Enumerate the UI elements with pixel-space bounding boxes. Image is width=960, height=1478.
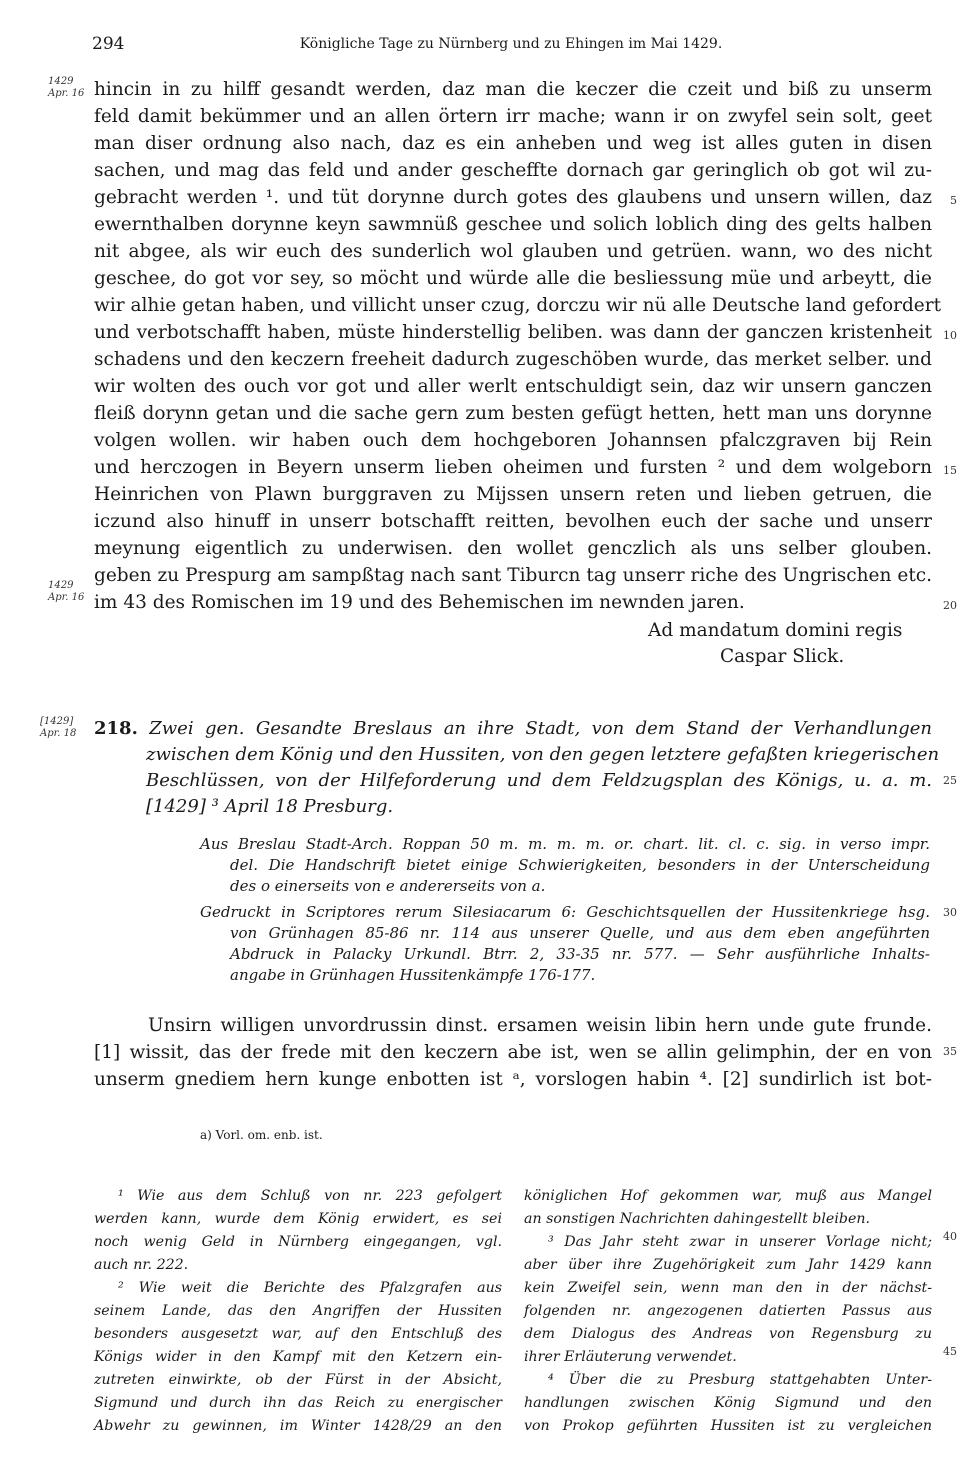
text-line: im 43 des Romischen im 19 und des Behemischen im newnden jaren. — [94, 592, 745, 613]
text-line: fleiß dorynn getan und die sache gern zum besten gefügt hetten, hett man uns dorynne — [94, 403, 932, 424]
footnote-line: kein Zweifel sein, wenn man den in der nächst- — [524, 1280, 932, 1296]
line-number: 25 — [943, 774, 957, 787]
page-number: 294 — [92, 34, 125, 54]
signature-mandate: Ad mandatum domini regis — [648, 620, 903, 641]
footnote-line: königlichen Hof gekommen war, muß aus Mangel — [524, 1188, 932, 1204]
footnote-line: ² Wie weit die Berichte des Pfalzgrafen aus — [118, 1280, 502, 1296]
source-line: des o einerseits von e andererseits von a. — [230, 877, 546, 895]
text-line: ewernthalben dorynne keyn sawmnüß geschee und solich loblich ding des gelts halben — [94, 214, 932, 235]
text-line: feld damit bekümmer und an allen örtern irr mache; wann ir on zwyfel sein solt, geet — [94, 106, 932, 127]
text-line: schadens und den keczern freeheit dadurch zugeschöben wurde, das merket selber. und — [94, 349, 932, 370]
footnote-line: ³ Das Jahr steht zwar in unserer Vorlage nicht; — [548, 1234, 932, 1250]
line-number: 30 — [943, 906, 957, 919]
running-title: Königliche Tage zu Nürnberg und zu Ehingen im Mai 1429. — [299, 36, 723, 52]
source-line: del. Die Handschrift bietet einige Schwierigkeiten, besonders in der Unterscheidung — [230, 856, 930, 874]
line-number: 5 — [950, 194, 957, 207]
signature-name: Caspar Slick. — [720, 646, 845, 667]
text-line: volgen wollen. wir haben ouch dem hochgeboren Johannsen pfalczgraven bij Rein — [94, 430, 932, 451]
footnote-line: seinem Lande, das den Angriffen der Hussiten — [94, 1303, 502, 1319]
variant-note: a) Vorl. om. enb. ist. — [200, 1128, 323, 1142]
footnote-line: zutreten einwirkte, ob der Fürst in der Absicht, — [94, 1372, 502, 1388]
text-line: meynung eigentlich zu underwisen. den wollet genczlich als uns selber glouben. — [94, 538, 932, 559]
doc-title-text: Zwei gen. Gesandte Breslaus an ihre Stadt, von dem Stand der Verhandlungen — [149, 718, 932, 739]
text-line: Unsirn willigen unvordrussin dinst. ersamen weisin libin hern unde gute frunde. — [148, 1015, 932, 1036]
footnote-line: handlungen zwischen König Sigmund und den — [524, 1395, 932, 1411]
footnote-line: Abwehr zu gewinnen, im Winter 1428/29 an den — [94, 1418, 502, 1434]
footnote-line: besonders ausgesetzt war, auf den Entschluß des — [94, 1326, 502, 1342]
page-header — [92, 34, 930, 58]
footnote-line: Sigmund und durch ihn das Reich zu energischer — [94, 1395, 502, 1411]
source-line: Gedruckt in Scriptores rerum Silesiacarum 6: Geschichtsquellen der Hussitenkriege hsg. — [200, 903, 930, 921]
doc-title-line: [1429] ³ April 18 Presburg. — [146, 796, 394, 817]
doc-title-line: Beschlüssen, von der Hilfeforderung und dem Feldzugsplan des Königs, u. a. m. — [146, 770, 932, 791]
footnote-line: an sonstigen Nachrichten dahingestellt bleiben. — [524, 1211, 870, 1227]
text-line: iczund also hinuff in unserr botschafft reitten, bevolhen euch der sache und unserr — [94, 511, 932, 532]
source-line: Abdruck in Palacky Urkundl. Btrr. 2, 33-35 nr. 577. — Sehr ausführliche Inhalts- — [230, 945, 930, 963]
footnote-line: folgenden nr. angezogenen datierten Passus aus — [524, 1303, 932, 1319]
footnote-line: von Prokop geführten Hussiten ist zu vergleichen — [524, 1418, 932, 1434]
footnote-line: aber über ihre Zugehörigkeit zum Jahr 1429 kann — [524, 1257, 932, 1273]
margin-day: Apr. 16 — [48, 88, 85, 99]
footnote-line: noch wenig Geld in Nürnberg eingegangen, vgl. — [94, 1234, 502, 1250]
margin-year: 1429 — [48, 580, 74, 591]
source-line: von Grünhagen 85-86 nr. 114 aus unserer Quelle, und aus dem eben angeführten — [230, 924, 930, 942]
line-number: 35 — [943, 1045, 957, 1058]
text-line: man diser ordnung also nach, daz es ein anheben und weg ist alles guten in disen — [94, 133, 932, 154]
text-line: unserm gnediem hern kunge enbotten ist ᵃ, vorslogen habin ⁴. [2] sundirlich ist bot- — [94, 1069, 932, 1090]
source-line: Aus Breslau Stadt-Arch. Roppan 50 m. m. m. m. or. chart. lit. cl. c. sig. in verso impr. — [200, 835, 930, 853]
line-number: 10 — [943, 329, 957, 342]
text-line: [1] wissit, das der frede mit den keczern abe ist, wen se allin gelimphin, der en von — [94, 1042, 932, 1063]
margin-year: 1429 — [48, 76, 74, 87]
text-line: geben zu Prespurg am sampßtag nach sant Tiburcn tag unserr riche des Ungrischen etc. — [94, 565, 932, 586]
text-line: und herczogen in Beyern unserm lieben oheimen und fursten ² und dem wolgeborn — [94, 457, 932, 478]
footnote-line: werden kann, wurde dem König erwidert, es sei — [94, 1211, 502, 1227]
document-number: 218. — [94, 718, 138, 739]
text-line: nit abgee, als wir euch des sunderlich wol glauben und getrüen. wann, wo des nicht — [94, 241, 932, 262]
footnote-line: auch nr. 222. — [94, 1257, 189, 1273]
text-line: und verbotschafft haben, müste hinderstellig beliben. was dann der ganczen kristenheit — [94, 322, 932, 343]
text-line: wir alhie getan haben, und villicht unser czug, dorczu wir nü alle Deutsche land gefordert — [94, 295, 942, 316]
text-line: sachen, und mag das feld und ander gescheffte dornach gar geringlich ob got wil zu- — [94, 160, 932, 181]
margin-day: Apr. 18 — [40, 728, 77, 739]
line-number: 45 — [943, 1345, 957, 1358]
margin-year: [1429] — [40, 716, 74, 727]
footnote-line: ihrer Erläuterung verwendet. — [524, 1349, 737, 1365]
text-line: geschee, do got vor sey, so möcht und würde alle die besliessung müe und arbeytt, die — [94, 268, 932, 289]
text-line: gebracht werden ¹. und tüt dorynne durch gotes des glaubens und unsern willen, daz — [94, 187, 932, 208]
footnote-line: Königs wider in den Kampf mit den Ketzern ein- — [94, 1349, 502, 1365]
margin-date-bottom — [48, 580, 84, 604]
footnote-line: ⁴ Über die zu Presburg stattgehabten Unter- — [548, 1372, 932, 1388]
text-line: wir wolten des ouch vor got und aller werlt entschuldigt sein, daz wir unsern ganczen — [94, 376, 932, 397]
line-number: 15 — [943, 464, 957, 477]
doc-title-line — [94, 716, 932, 742]
margin-date-doc — [40, 716, 76, 740]
footnote-line: dem Dialogus des Andreas von Regensburg zu — [524, 1326, 932, 1342]
margin-day: Apr. 16 — [48, 592, 85, 603]
text-line: hincin in zu hilff gesandt werden, daz man die keczer die czeit und biß zu unserm — [94, 79, 932, 100]
line-number: 40 — [943, 1230, 957, 1243]
doc-title-line: zwischen dem König und den Hussiten, von den gegen letztere gefaßten kriegerischen — [146, 744, 940, 765]
line-number: 20 — [943, 599, 957, 612]
source-line: angabe in Grünhagen Hussitenkämpfe 176-177. — [230, 966, 596, 984]
text-line: Heinrichen von Plawn burggraven zu Mijssen unsern reten und lieben getruen, die — [94, 484, 932, 505]
margin-date-top — [48, 76, 84, 100]
footnote-line: ¹ Wie aus dem Schluß von nr. 223 gefolgert — [118, 1188, 502, 1204]
